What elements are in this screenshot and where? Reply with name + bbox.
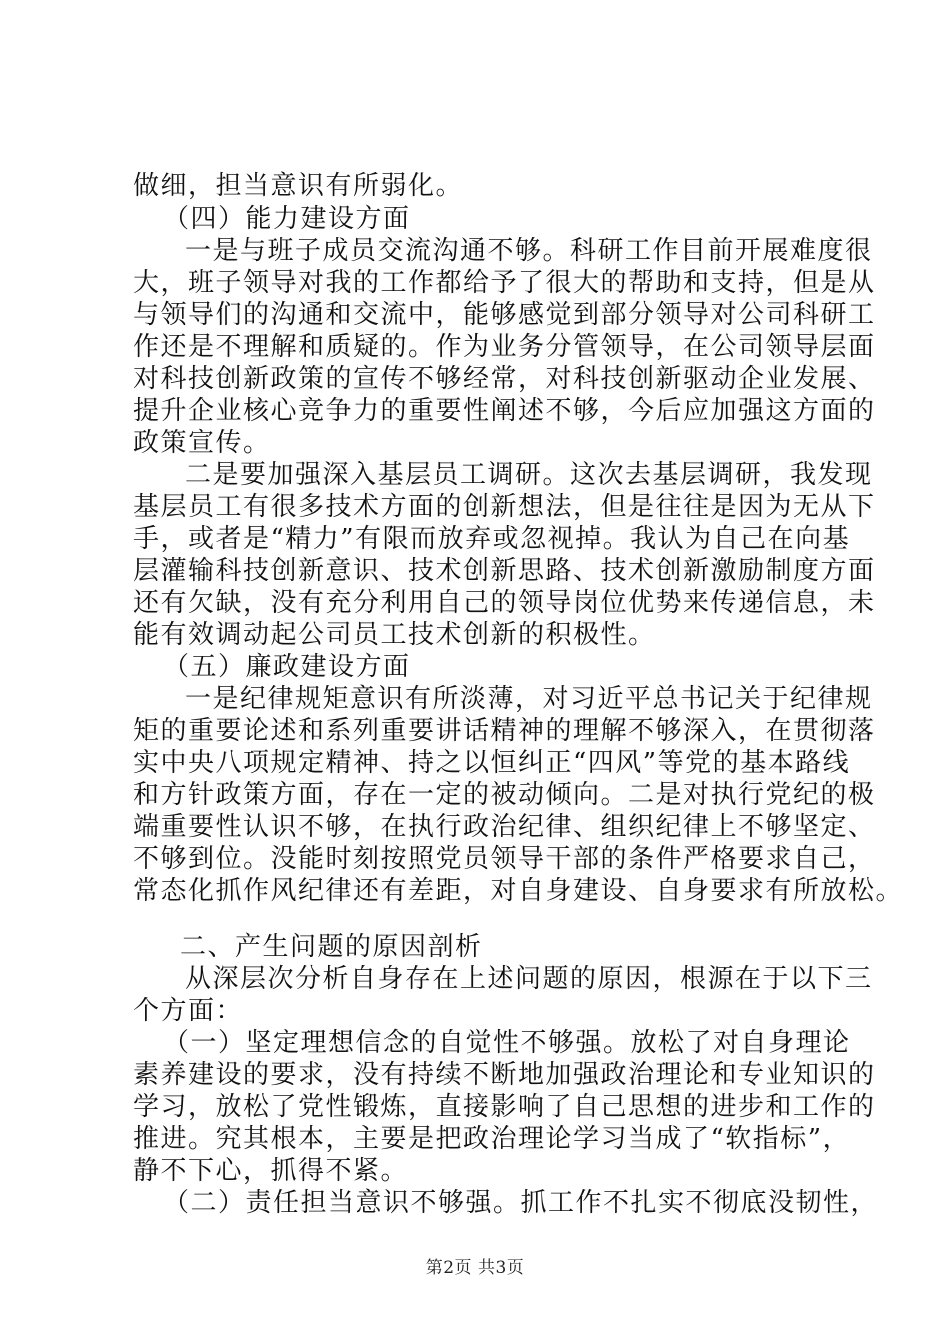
text-line: 基层员工有很多技术方面的创新想法，但是往往是因为无从下 xyxy=(133,492,876,522)
text-line: 做细，担当意识有所弱化。 xyxy=(133,171,464,201)
text-line: 二是要加强深入基层员工调研。这次去基层调研，我发现 xyxy=(185,460,873,490)
text-line: 实中央八项规定精神、持之以恒纠正“四风”等党的基本路线 xyxy=(133,748,851,778)
section-heading: （五）廉政建设方面 xyxy=(163,652,411,682)
text-line: （一）坚定理想信念的自觉性不够强。放松了对自身理论 xyxy=(163,1028,851,1058)
text-line: 作还是不理解和质疑的。作为业务分管领导，在公司领导层面 xyxy=(133,332,876,362)
text-line: 推进。究其根本，主要是把政治理论学习当成了“软指标”， xyxy=(133,1124,851,1154)
text-line: 静不下心，抓得不紧。 xyxy=(133,1156,409,1186)
text-line: 能有效调动起公司员工技术创新的积极性。 xyxy=(133,620,656,650)
text-line: 政策宣传。 xyxy=(133,428,271,458)
text-line: 与领导们的沟通和交流中，能够感觉到部分领导对公司科研工 xyxy=(133,300,876,330)
text-line: 个方面： xyxy=(133,996,244,1026)
text-line: 和方针政策方面，存在一定的被动倾向。二是对执行党纪的极 xyxy=(133,780,876,810)
text-line: 一是与班子成员交流沟通不够。科研工作目前开展难度很 xyxy=(185,236,873,266)
text-line: 素养建设的要求，没有持续不断地加强政治理论和专业知识的 xyxy=(133,1060,876,1090)
text-line: 手，或者是“精力”有限而放弃或忽视掉。我认为自己在向基 xyxy=(133,524,851,554)
text-line: 对科技创新政策的宣传不够经常，对科技创新驱动企业发展、 xyxy=(133,364,876,394)
text-line: 矩的重要论述和系列重要讲话精神的理解不够深入，在贯彻落 xyxy=(133,716,876,746)
text-line: 大，班子领导对我的工作都给予了很大的帮助和支持，但是从 xyxy=(133,268,876,298)
text-line: 提升企业核心竞争力的重要性阐述不够，今后应加强这方面的 xyxy=(133,396,876,426)
text-line: 端重要性认识不够，在执行政治纪律、组织纪律上不够坚定、 xyxy=(133,812,876,842)
text-line: 从深层次分析自身存在上述问题的原因，根源在于以下三 xyxy=(185,964,873,994)
text-line: 常态化抓作风纪律还有差距，对自身建设、自身要求有所放松。 xyxy=(133,876,904,906)
text-line: 学习，放松了党性锻炼，直接影响了自己思想的进步和工作的 xyxy=(133,1092,876,1122)
text-line: 不够到位。没能时刻按照党员领导干部的条件严格要求自己， xyxy=(133,844,876,874)
text-line: （二）责任担当意识不够强。抓工作不扎实不彻底没韧性， xyxy=(163,1188,879,1218)
text-line: 层灌输科技创新意识、技术创新思路、技术创新激励制度方面 xyxy=(133,556,876,586)
section-heading: 二、产生问题的原因剖析 xyxy=(180,932,483,962)
text-line: 还有欠缺，没有充分利用自己的领导岗位优势来传递信息，未 xyxy=(133,588,876,618)
text-line: 一是纪律规矩意识有所淡薄，对习近平总书记关于纪律规 xyxy=(185,684,873,714)
page-number-footer: 第2页 共3页 xyxy=(425,1258,525,1278)
section-heading: （四）能力建设方面 xyxy=(163,204,411,234)
